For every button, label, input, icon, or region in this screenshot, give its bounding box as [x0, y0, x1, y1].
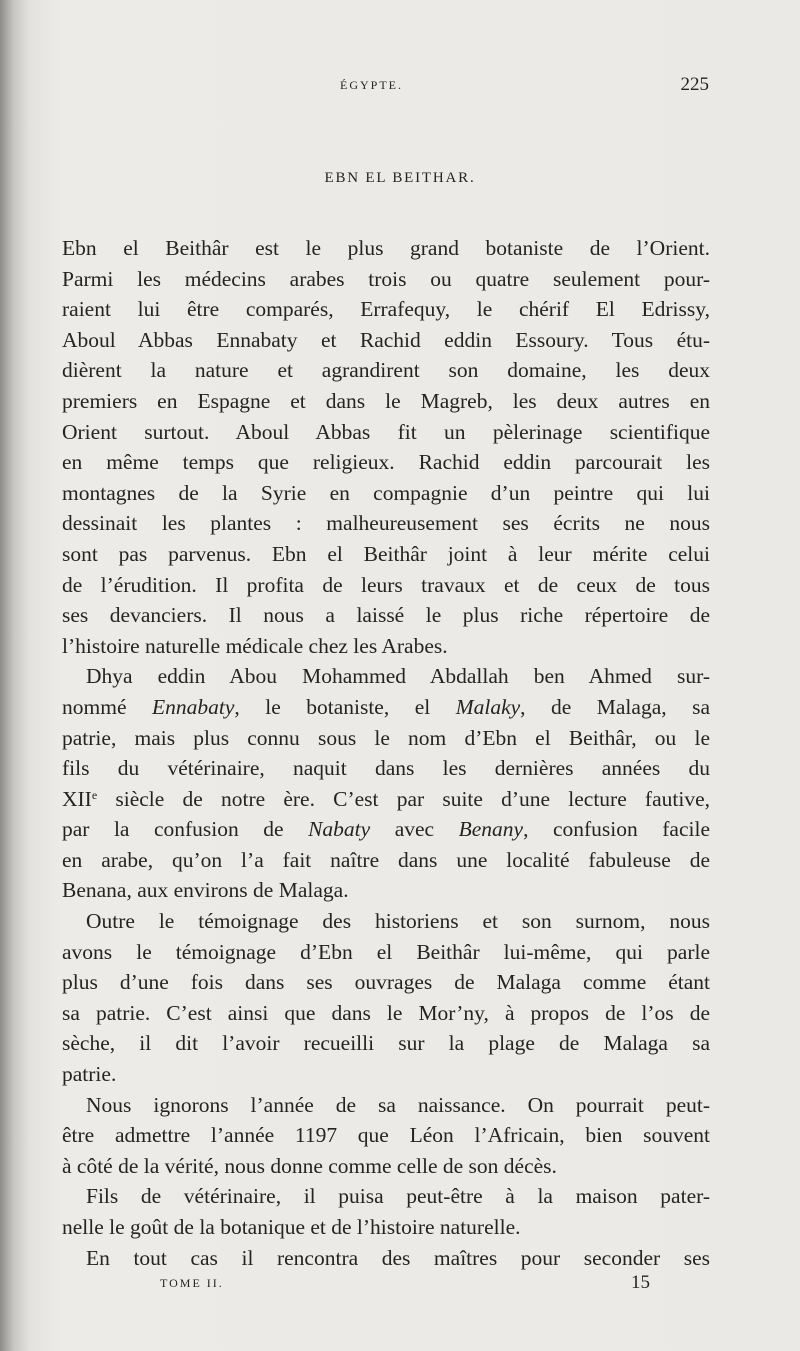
text-line: Nous ignorons l’année de sa naissance. On pourrait peut- [86, 1092, 710, 1117]
volume-signature: TOME II. [160, 1276, 224, 1290]
text-line: patrie, mais plus connu sous le nom d’Ebn el Beithâr, ou le [62, 725, 710, 750]
text-line: En tout cas il rencontra des maîtres pour seconder ses [86, 1245, 710, 1270]
text-line: sèche, il dit l’avoir recueilli sur la plage de Malaga sa [62, 1031, 710, 1056]
text-line: fils du vétérinaire, naquit dans les dernières années du [62, 756, 710, 781]
text-line: de l’érudition. Il profita de leurs travaux et de ceux de tous [62, 572, 710, 597]
text-line: dièrent la nature et agrandirent son domaine, les deux [62, 358, 710, 383]
text-line: Aboul Abbas Ennabaty et Rachid eddin Essoury. Tous étu- [62, 327, 710, 352]
text-line: à côté de la vérité, nous donne comme celle de son décès. [62, 1153, 557, 1178]
text-line: être admettre l’année 1197 que Léon l’Africain, bien souvent [62, 1123, 710, 1148]
text-line: montagnes de la Syrie en compagnie d’un peintre qui lui [62, 480, 710, 505]
signature-number: 15 [631, 1272, 650, 1293]
text-line: sa patrie. C’est ainsi que dans le Mor’ny, à propos de l’os de [62, 1000, 710, 1025]
text-line: XIIe siècle de notre ère. C’est par suite d’une lecture fautive, [62, 786, 710, 811]
text-line: en arabe, qu’on l’a fait naître dans une localité fabuleuse de [62, 847, 710, 872]
text-line: Parmi les médecins arabes trois ou quatre seulement pour- [62, 266, 710, 291]
text-line: Outre le témoignage des historiens et son surnom, nous [86, 909, 710, 934]
italic-name: Benany [458, 817, 524, 842]
running-head [0, 74, 800, 98]
text-line: plus d’une fois dans ses ouvrages de Malaga comme étant [62, 970, 710, 995]
italic-name: Malaky [455, 694, 521, 719]
text-line: par la confusion de Nabaty avec Benany, confusion facile [62, 817, 710, 842]
text-line: sont pas parvenus. Ebn el Beithâr joint à leur mérite celui [62, 541, 710, 566]
page-footer [0, 1272, 800, 1294]
body-text [62, 233, 710, 1273]
italic-name: Nabaty [308, 817, 371, 842]
text-line: Orient surtout. Aboul Abbas fit un pèlerinage scientifique [62, 419, 710, 444]
chapter-title: EBN EL BEITHAR. [324, 170, 476, 186]
superscript: e [91, 787, 98, 802]
text-line: raient lui être comparés, Errafequy, le chérif El Edrissy, [62, 297, 710, 322]
text-line: Fils de vétérinaire, il puisa peut-être à la maison pater- [86, 1184, 710, 1209]
italic-name: Ennabaty [151, 694, 235, 719]
running-head-title: ÉGYPTE. [340, 78, 403, 92]
text-line: Benana, aux environs de Malaga. [62, 878, 349, 903]
text-line: dessinait les plantes : malheureusement ses écrits ne nous [62, 511, 710, 536]
page-number: 225 [680, 74, 709, 95]
text-line: nelle le goût de la botanique et de l’histoire naturelle. [62, 1215, 521, 1239]
text-line: en même temps que religieux. Rachid eddin parcourait les [62, 450, 710, 475]
text-line: l’histoire naturelle médicale chez les Arabes. [62, 633, 448, 658]
text-line: ses devanciers. Il nous a laissé le plus riche répertoire de [62, 603, 710, 628]
text-line: avons le témoignage d’Ebn el Beithâr lui-même, qui parle [62, 939, 710, 964]
text-line: patrie. [62, 1062, 117, 1087]
text-line: premiers en Espagne et dans le Magreb, les deux autres en [62, 388, 710, 413]
text-line: nommé Ennabaty, le botaniste, el Malaky, de Malaga, sa [62, 694, 711, 719]
text-line: Ebn el Beithâr est le plus grand botaniste de l’Orient. [62, 236, 710, 260]
text-line: Dhya eddin Abou Mohammed Abdallah ben Ahmed sur- [86, 664, 710, 689]
